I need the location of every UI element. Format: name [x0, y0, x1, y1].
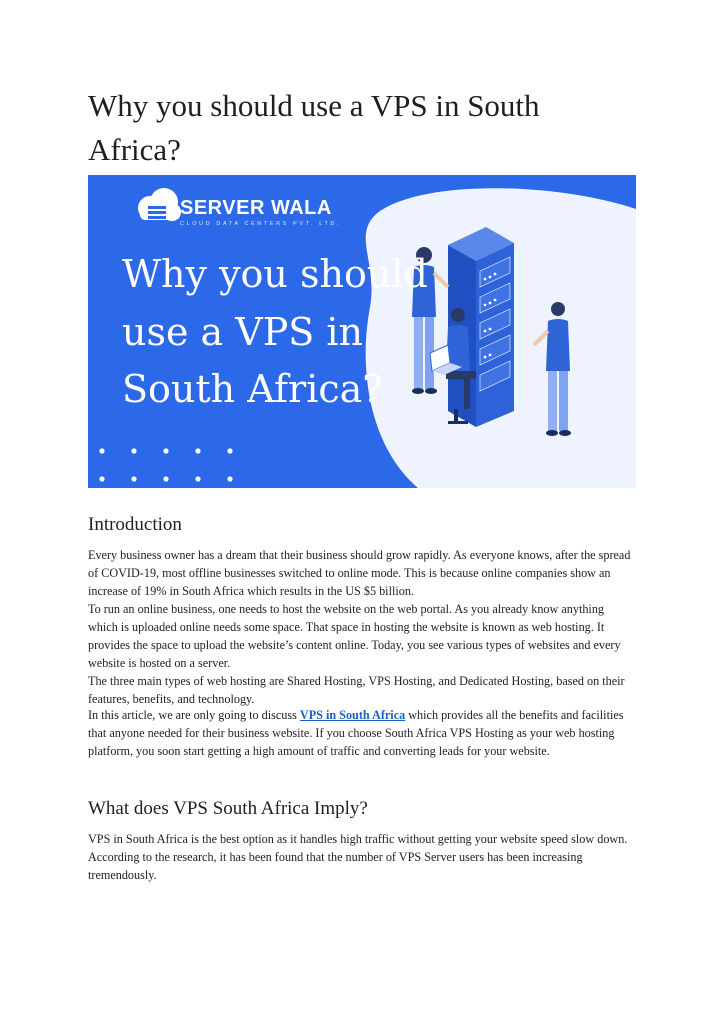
banner-headline-line-1: Why you should	[122, 252, 428, 296]
brand-name: SERVER WALA	[180, 197, 332, 219]
page-title: Why you should use a VPS in South Africa?	[88, 88, 540, 167]
banner-headline-line-3: South Africa?	[122, 367, 383, 411]
intro-paragraph-1: Every business owner has a dream that their business should grow rapidly. As everyone knows, after the spread of COVID-19, most offline businesses switched to online mode. This is because online companies show an increase of 19% in South Africa which results in the US $5 billion.	[88, 548, 631, 598]
vps-paragraph-1: VPS in South Africa is the best option as it handles high traffic without getting your website speed slow down. According to the research, it has been found that the number of VPS Server users has been increasing tremendously.	[88, 832, 628, 882]
brand-subtitle: CLOUD DATA CENTERS PVT. LTD.	[180, 221, 342, 227]
vps-south-africa-link[interactable]: VPS in South Africa	[299, 708, 406, 722]
hero-banner	[88, 175, 636, 488]
intro-paragraph-4-text-before: In this article, we are only going to discuss	[88, 708, 300, 722]
section-heading-vps: What does VPS South Africa Imply?	[88, 798, 368, 819]
intro-paragraph-2: To run an online business, one needs to host the website on the web portal. As you already know anything which is uploaded online needs some space. That space in hosting the website is known as web hosting. It provides the space to upload the website’s content online. Today, you see various types of websites and every website is hosted on a server.	[88, 602, 621, 670]
banner-headline-line-2: use a VPS in	[122, 310, 364, 354]
intro-paragraph-4	[88, 706, 636, 760]
intro-paragraph-3: The three main types of web hosting are Shared Hosting, VPS Hosting, and Dedicated Hosting, based on their features, benefits, and technology.	[88, 674, 625, 706]
section-heading-introduction: Introduction	[88, 514, 182, 535]
cloud-logo-icon	[138, 188, 181, 221]
decorative-dots	[99, 448, 232, 481]
intro-paragraph-4-text-after: which provides all the benefits and facilities that anyone needed for their business website. If you choose South Africa VPS Hosting as your web hosting platform, you soon start getting a high amount of traffic and converting leads for your website.	[88, 708, 624, 758]
